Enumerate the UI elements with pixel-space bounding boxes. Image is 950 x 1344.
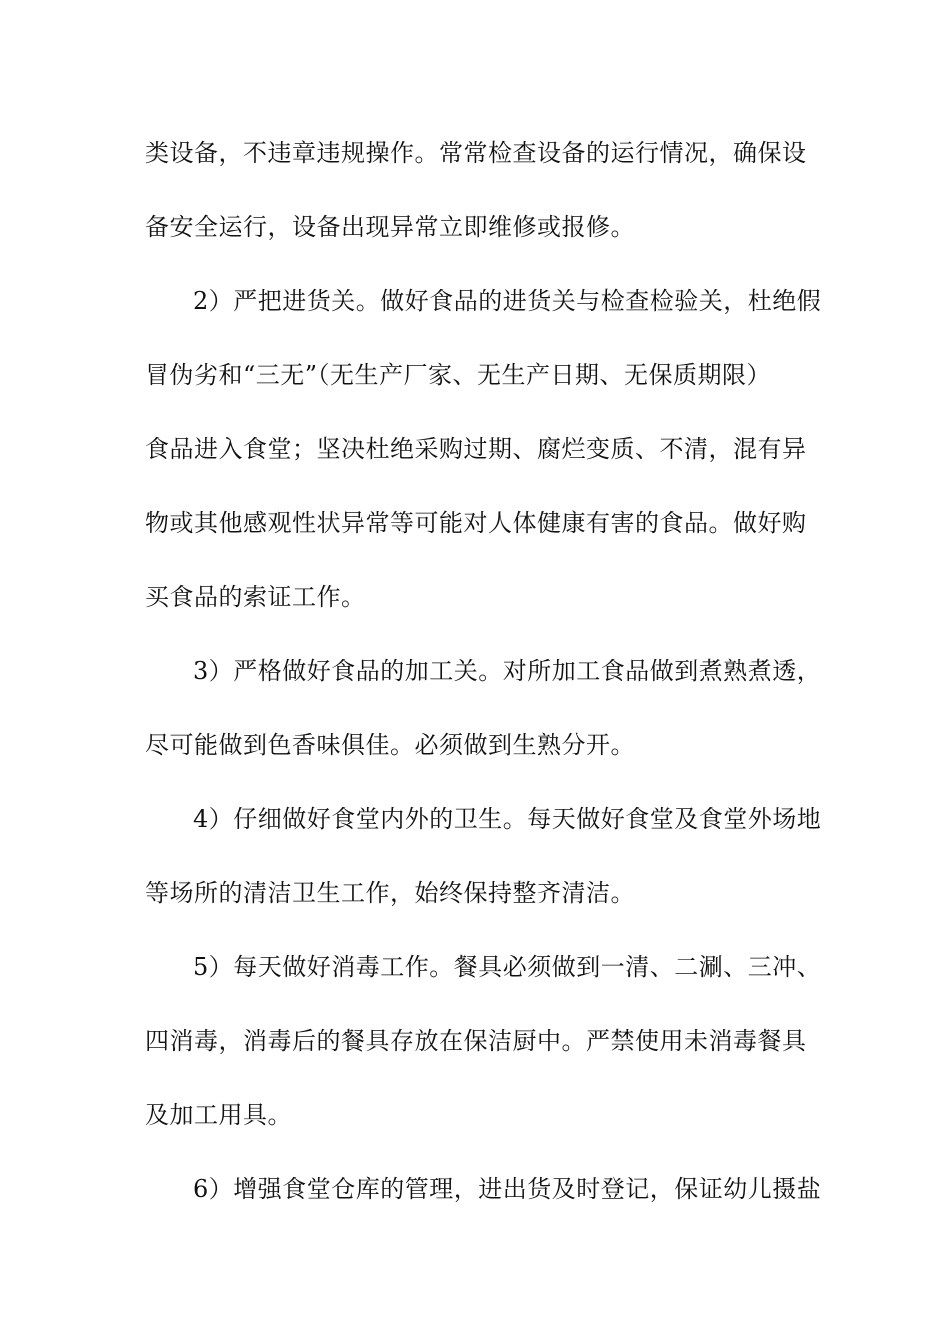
text-line-1: 类设备，不违章违规操作。常常检查设备的运行情况，确保设 (145, 139, 807, 167)
text-line-2: 备安全运行，设备出现异常立即维修或报修。 (145, 213, 635, 241)
paragraph-4-start: 4）仔细做好食堂内外的卫生。每天做好食堂及食堂外场地 (193, 805, 822, 833)
text-line-4: 冒伪劣和“三无”（无生产厂家、无生产日期、无保质期限） (145, 361, 772, 389)
text-line-5: 食品进入食堂；坚决杜绝采购过期、腐烂变质、不清，混有异 (145, 435, 807, 463)
text-line-14: 及加工用具。 (145, 1101, 292, 1129)
paragraph-6-start: 6）增强食堂仓库的管理，进出货及时登记，保证幼儿摄盐 (193, 1175, 822, 1203)
text-line-11: 等场所的清洁卫生工作，始终保持整齐清洁。 (145, 879, 635, 907)
paragraph-5-start: 5）每天做好消毒工作。餐具必须做到一清、二涮、三冲、 (193, 953, 822, 981)
paragraph-2-start: 2）严把进货关。做好食品的进货关与检查检验关，杜绝假 (193, 287, 822, 315)
text-line-7: 买食品的索证工作。 (145, 583, 366, 611)
text-line-9: 尽可能做到色香味俱佳。必须做到生熟分开。 (145, 731, 635, 759)
text-line-13: 四消毒，消毒后的餐具存放在保洁厨中。严禁使用未消毒餐具 (145, 1027, 807, 1055)
text-line-6: 物或其他感观性状异常等可能对人体健康有害的食品。做好购 (145, 509, 807, 537)
paragraph-3-start: 3）严格做好食品的加工关。对所加工食品做到煮熟煮透， (193, 657, 822, 685)
